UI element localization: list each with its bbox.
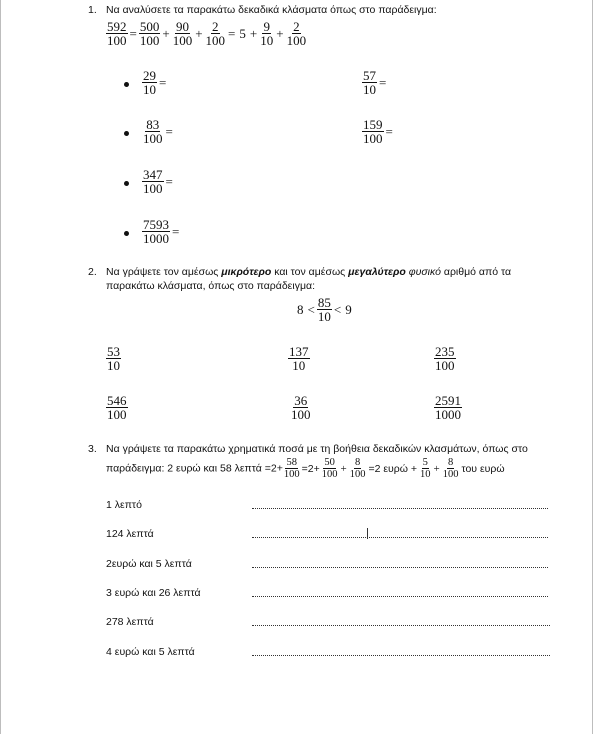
q3-number: 3. [88,443,97,455]
q1-number: 1. [88,4,97,16]
q2-item-2: $\frac{137}{10}$ [289,344,309,373]
fraction: $\frac{9}{10}$ [260,19,274,48]
q2-example: 8 < $\frac{85}{10}$ < 9 [297,295,352,324]
q2-item-3: $\frac{235}{100}$ [435,344,455,373]
fraction: $\frac{500}{100}$ [139,19,160,48]
page-right-edge [592,0,593,734]
fraction: $\frac{2}{100}$ [205,19,226,48]
bullet-icon [124,231,129,236]
bullet-icon [124,131,129,136]
q1-item-6: $\frac{7593}{1000}$ = [143,217,180,246]
fraction: $\frac{592}{100}$ [107,19,127,48]
text-cursor [367,528,368,539]
q2-item-6: $\frac{2591}{1000}$ [435,393,461,422]
fraction: $\frac{90}{100}$ [172,19,193,48]
answer-line[interactable] [252,655,550,656]
answer-line[interactable] [252,537,548,538]
q2-number: 2. [88,266,97,278]
bullet-icon [124,82,129,87]
q2-instruction-line2: παρακάτω κλάσματα, όπως στο παράδειγμα: [106,280,315,292]
q1-item-3: $\frac{83}{100}$ = [143,117,173,146]
q2-item-4: $\frac{546}{100}$ [107,393,127,422]
whole-number: 5 [239,25,246,41]
q2-item-5: $\frac{36}{100}$ [291,393,311,422]
q3-item-label: 1 λεπτό [106,499,142,511]
q2-item-1: $\frac{53}{10}$ [107,344,120,373]
q3-item-label: 124 λεπτά [106,528,154,540]
q1-item-5: $\frac{347}{100}$ = [143,167,173,196]
bullet-icon [124,181,129,186]
q3-item-label: 2ευρώ και 5 λεπτά [106,558,192,570]
q3-item-label: 4 ευρώ και 5 λεπτά [106,646,195,658]
page-left-edge [0,0,1,734]
q3-item-label: 3 ευρώ και 26 λεπτά [106,587,201,599]
answer-line[interactable] [252,596,548,597]
q1-item-4: $\frac{159}{100}$ = [363,117,393,146]
q3-item-label: 278 λεπτά [106,616,154,628]
q1-item-1: $\frac{29}{10}$ = [143,68,167,97]
answer-line[interactable] [252,567,548,568]
q1-item-2: $\frac{57}{10}$ = [363,68,387,97]
q1-instruction: Να αναλύσετε τα παρακάτω δεκαδικά κλάσματα όπως στο παράδειγμα: [106,4,437,16]
answer-line[interactable] [252,625,550,626]
answer-line[interactable] [252,508,548,509]
fraction: $\frac{2}{100}$ [286,19,307,48]
q1-example: $\frac{592}{100}$ = $\frac{500}{100}$ + $\frac{90}{100}$ + $\frac{2}{100}$ = 5 + $\frac{9}{10}$ + $\frac{2}{100}$ [107,19,307,48]
q3-example: παράδειγμα: 2 ευρώ και 58 λεπτά =2+ $\frac{58}{100}$ =2+ $\frac{50}{100}$ + $\frac{8}{100}$ =2 ευρώ + $\frac{5}{10}$ + $\frac{8}{100}$ του ευρώ [106,457,505,480]
q3-instruction: Να γράψετε τα παρακάτω χρηματικά ποσά με τη βοήθεια δεκαδικών κλασμάτων, όπως στο [106,443,528,455]
q2-instruction: Να γράψετε τον αμέσως μικρότερο και τον αμέσως μεγαλύτερο φυσικό αριθμό από τα [106,266,512,278]
